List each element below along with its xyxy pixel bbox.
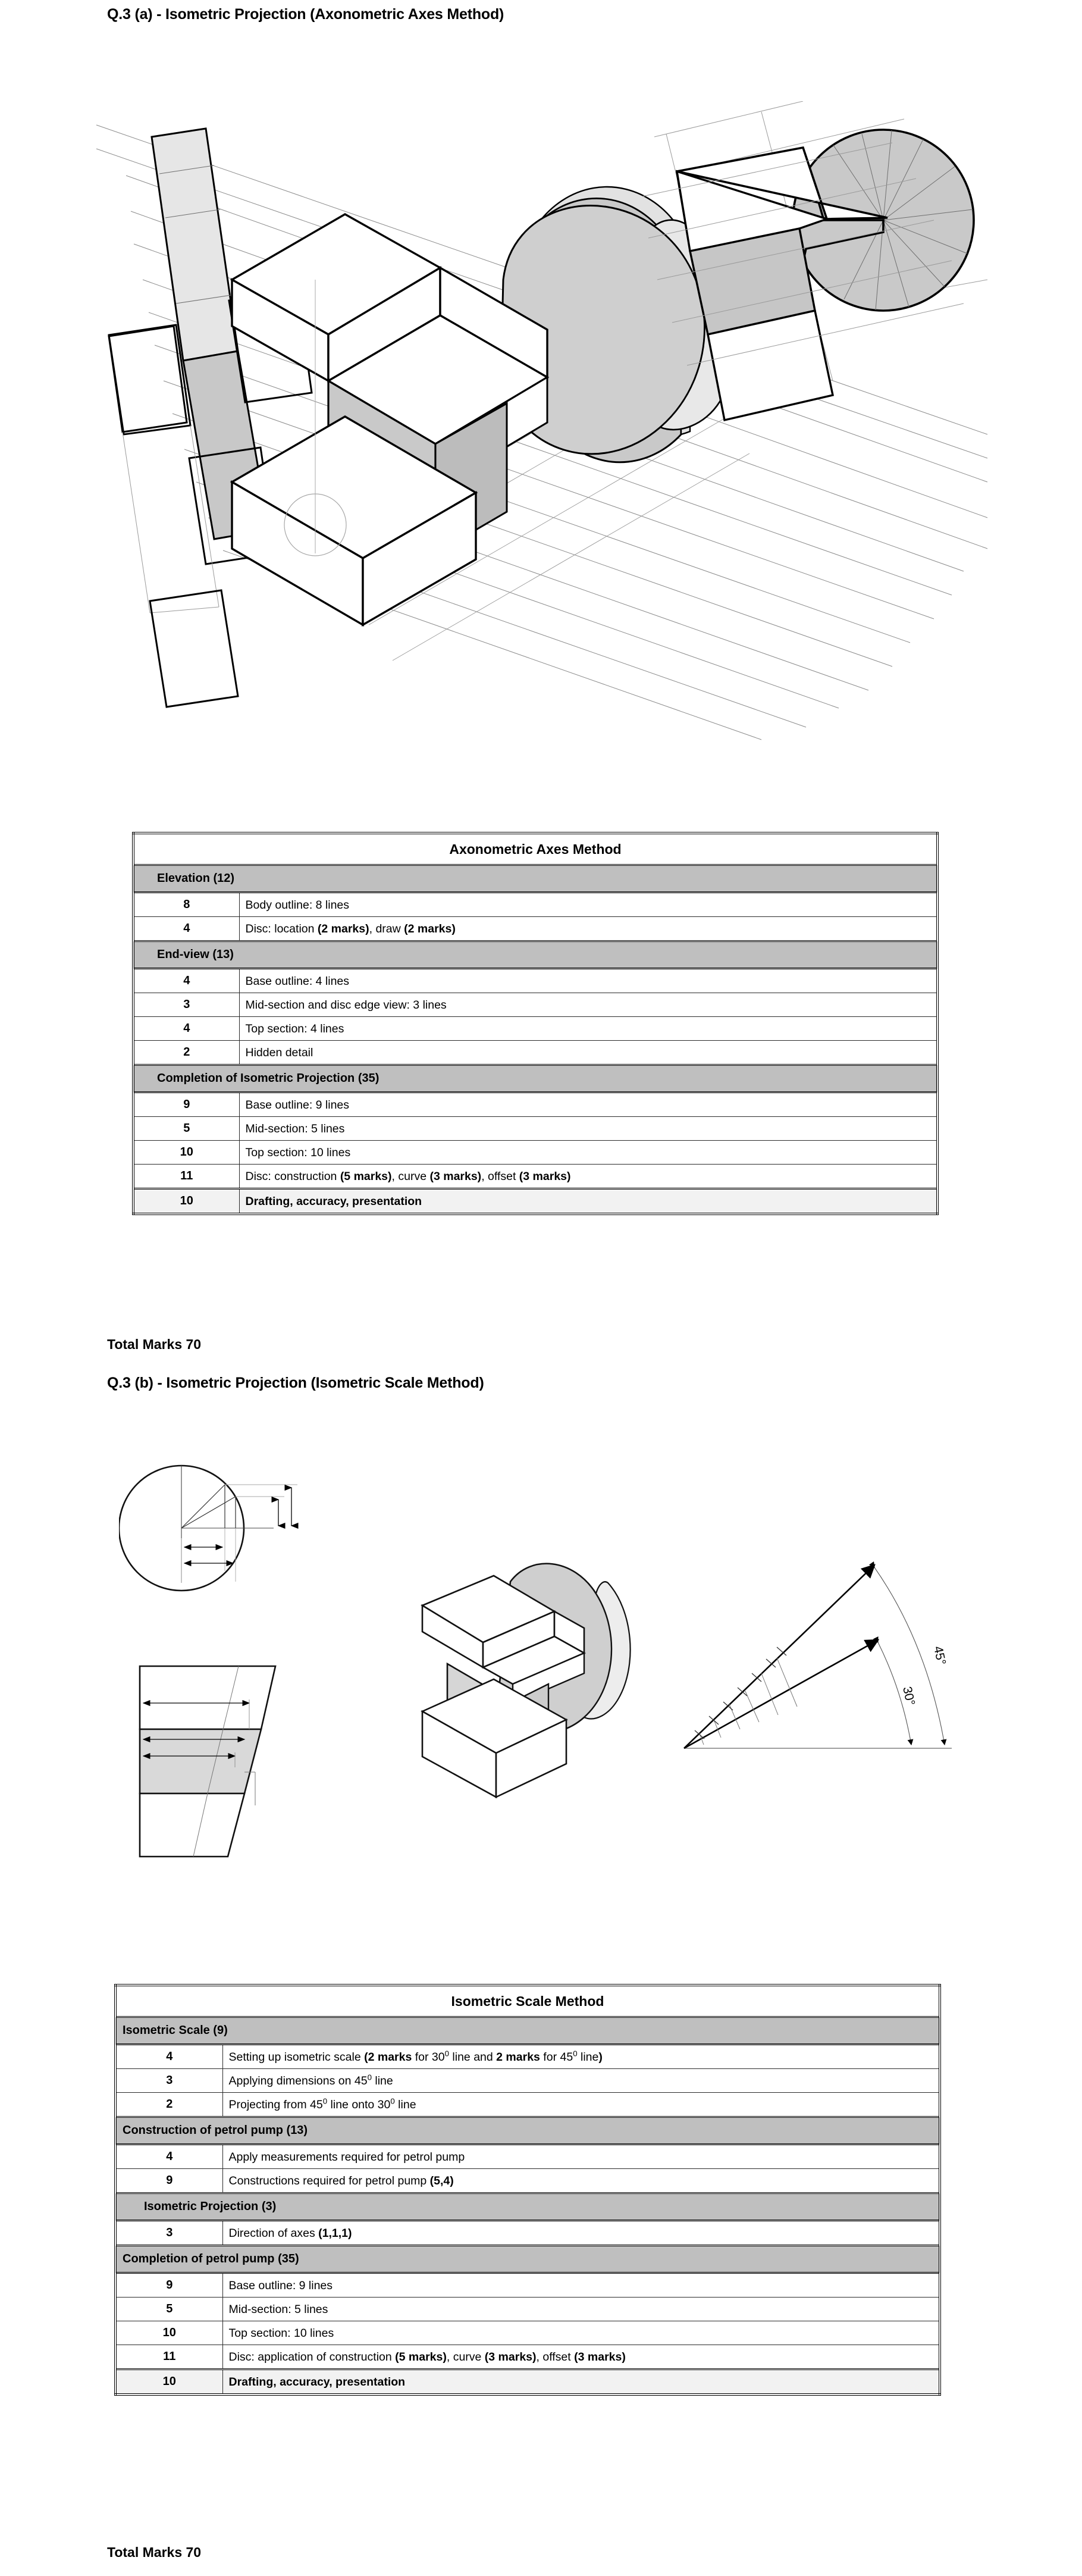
- marks-row: [133, 917, 937, 941]
- part-a-total-marks: Total Marks 70: [107, 1336, 202, 1352]
- table-b-body: [115, 1985, 940, 2395]
- marks-row: [133, 893, 937, 917]
- marks-row: [115, 2298, 940, 2321]
- marks-row: [133, 1093, 937, 1117]
- mark-value: 11: [133, 1165, 239, 1189]
- mark-value: 9: [115, 2169, 222, 2193]
- mark-description: Mid-section: 5 lines: [222, 2298, 940, 2321]
- mark-description: Base outline: 9 lines: [222, 2273, 940, 2298]
- marks-row: [115, 2273, 940, 2298]
- mark-description: Top section: 10 lines: [239, 1141, 937, 1165]
- mark-value: 4: [115, 2045, 222, 2069]
- mark-description: Top section: 10 lines: [222, 2321, 940, 2345]
- angle-30-label: 30°: [900, 1685, 918, 1707]
- mark-value: 3: [115, 2221, 222, 2246]
- mark-value: 3: [115, 2069, 222, 2093]
- marks-row: [133, 1041, 937, 1065]
- trapezoid-top-band: [140, 1666, 275, 1729]
- part-b-heading: Q.3 (b) - Isometric Projection (Isometric Scale Method): [107, 1375, 484, 1391]
- mark-description: Direction of axes (1,1,1): [222, 2221, 940, 2246]
- mark-value: 10: [133, 1141, 239, 1165]
- circle-construction-svg: [119, 1428, 357, 1642]
- mark-value: 2: [115, 2093, 222, 2117]
- isometric-scale-marking-table-wrap: [114, 1984, 941, 2396]
- mark-value: 5: [133, 1117, 239, 1141]
- table-a-body: [133, 833, 937, 1214]
- mark-value: 11: [115, 2345, 222, 2370]
- marks-row: [115, 2045, 940, 2069]
- section-header-label: Completion of petrol pump (35): [115, 2246, 940, 2273]
- thirty-degree-line: [684, 1640, 878, 1748]
- section-header-row: [133, 1065, 937, 1093]
- mark-value: 4: [133, 969, 239, 993]
- part-a-heading: Q.3 (a) - Isometric Projection (Axonometric Axes Method): [107, 6, 504, 23]
- circle-centre-lines: [181, 1466, 274, 1583]
- mark-description: Body outline: 8 lines: [239, 893, 937, 917]
- table-title-row: [115, 1985, 940, 2017]
- marks-row: [133, 1141, 937, 1165]
- section-header-row: [133, 941, 937, 969]
- dimension-arrows: [184, 1488, 291, 1563]
- extension-lines: [181, 1485, 297, 1583]
- marks-row: [115, 2221, 940, 2246]
- section-header-row: [115, 2017, 940, 2045]
- angle-45-label: 45°: [931, 1645, 949, 1667]
- isometric-scale-marking-table: [114, 1984, 941, 2396]
- final-marks-row: [133, 1189, 937, 1215]
- mark-description: Constructions required for petrol pump (5,4): [222, 2169, 940, 2193]
- mark-description: Disc: construction (5 marks), curve (3 marks), offset (3 marks): [239, 1165, 937, 1189]
- marks-row: [133, 1165, 937, 1189]
- central-isometric-object: [232, 187, 739, 625]
- axonometric-drawing-svg: [59, 101, 1071, 780]
- trapezoid-bottom-band: [140, 1794, 244, 1857]
- section-header-row: [115, 2246, 940, 2273]
- mark-description: Applying dimensions on $45^0$ line: [222, 2069, 940, 2093]
- section-header-row: [115, 2193, 940, 2221]
- mark-description: Base outline: 4 lines: [239, 969, 937, 993]
- table-title-row: [133, 833, 937, 865]
- forty-five-degree-line: [684, 1565, 874, 1748]
- isometric-scale-circle-construction: [119, 1428, 357, 1642]
- mark-description: Drafting, accuracy, presentation: [222, 2370, 940, 2395]
- scale-angle-svg: [678, 1553, 958, 1779]
- section-header-label: Isometric Projection (3): [115, 2193, 940, 2221]
- final-marks-row: [115, 2370, 940, 2395]
- isometric-scale-angle-construction: [678, 1553, 958, 1779]
- mark-description: Mid-section: 5 lines: [239, 1117, 937, 1141]
- isometric-scale-trapezoid-projection: [128, 1660, 366, 1874]
- mark-description: Top section: 4 lines: [239, 1017, 937, 1041]
- marks-row: [133, 1117, 937, 1141]
- axonometric-marking-table: [132, 832, 939, 1215]
- axonometric-axes-construction-drawing: [59, 101, 1071, 780]
- mark-value: 10: [115, 2370, 222, 2395]
- section-header-label: Completion of Isometric Projection (35): [133, 1065, 937, 1093]
- plan-lower-boxes: [150, 590, 238, 707]
- mark-value: 10: [133, 1189, 239, 1215]
- marks-row: [115, 2169, 940, 2193]
- mark-description: Setting up isometric scale (2 marks for $30^0$ line and 2 marks for $45^0$ line): [222, 2045, 940, 2069]
- mark-value: 10: [115, 2321, 222, 2345]
- marks-row: [115, 2145, 940, 2169]
- mark-description: Projecting from $45^0$ line onto $30^0$ line: [222, 2093, 940, 2117]
- section-header-row: [133, 865, 937, 893]
- mark-value: 5: [115, 2298, 222, 2321]
- marks-row: [133, 993, 937, 1017]
- mark-value: 8: [133, 893, 239, 917]
- marks-row: [115, 2093, 940, 2117]
- section-header-label: Construction of petrol pump (13): [115, 2117, 940, 2145]
- marks-row: [115, 2069, 940, 2093]
- marks-row: [133, 1017, 937, 1041]
- section-header-label: Elevation (12): [133, 865, 937, 893]
- mark-value: 4: [115, 2145, 222, 2169]
- table-title: Isometric Scale Method: [115, 1985, 940, 2017]
- mark-description: Apply measurements required for petrol pump: [222, 2145, 940, 2169]
- section-header-label: End-view (13): [133, 941, 937, 969]
- mark-description: Drafting, accuracy, presentation: [239, 1189, 937, 1215]
- table-title: Axonometric Axes Method: [133, 833, 937, 865]
- part-b-total-marks: Total Marks 70: [107, 2544, 202, 2560]
- mark-value: 2: [133, 1041, 239, 1065]
- marks-row: [133, 969, 937, 993]
- isometric-petrol-pump-drawing: [375, 1523, 636, 1857]
- mark-value: 4: [133, 917, 239, 941]
- trapezoid-mid-band: [140, 1729, 261, 1794]
- mark-description: Hidden detail: [239, 1041, 937, 1065]
- section-header-row: [115, 2117, 940, 2145]
- marks-row: [115, 2345, 940, 2370]
- mark-description: Disc: location (2 marks), draw (2 marks): [239, 917, 937, 941]
- mark-description: Mid-section and disc edge view: 3 lines: [239, 993, 937, 1017]
- mark-value: 9: [133, 1093, 239, 1117]
- mark-value: 3: [133, 993, 239, 1017]
- angle-chords: [181, 1485, 236, 1528]
- mark-value: 9: [115, 2273, 222, 2298]
- mark-description: Base outline: 9 lines: [239, 1093, 937, 1117]
- trapezoid-projection-svg: [128, 1660, 366, 1874]
- marks-row: [115, 2321, 940, 2345]
- mark-value: 4: [133, 1017, 239, 1041]
- mark-description: Disc: application of construction (5 marks), curve (3 marks), offset (3 marks): [222, 2345, 940, 2370]
- section-header-label: Isometric Scale (9): [115, 2017, 940, 2045]
- petrol-pump-svg: [375, 1523, 636, 1857]
- axonometric-marking-table-wrap: [132, 832, 939, 1215]
